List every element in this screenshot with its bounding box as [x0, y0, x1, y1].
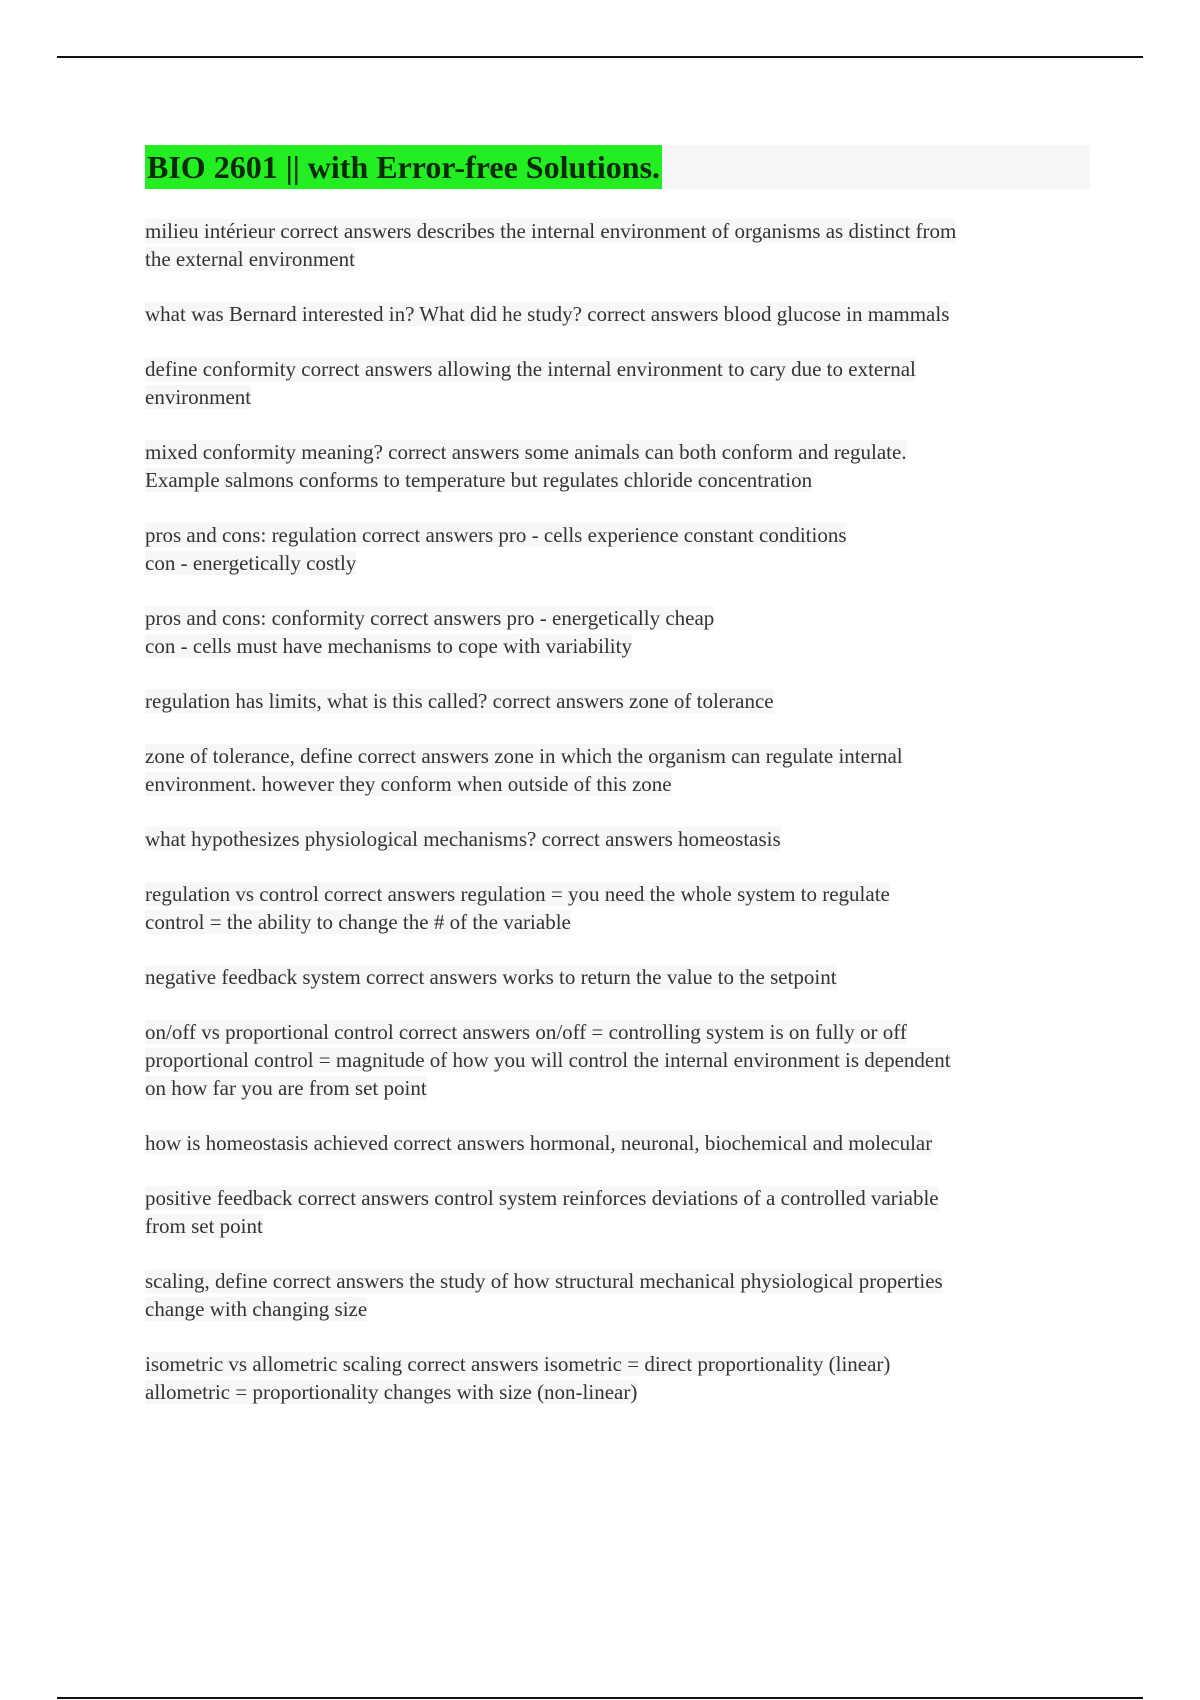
qa-line-wrap	[145, 1350, 1090, 1378]
qa-entry	[145, 300, 1090, 328]
qa-line: milieu intérieur correct answers describes the internal environment of organisms as distinct from	[145, 219, 957, 243]
qa-line: zone of tolerance, define correct answers zone in which the organism can regulate internal	[145, 744, 903, 768]
qa-entry	[145, 963, 1090, 991]
qa-entry	[145, 1129, 1090, 1157]
qa-line: from set point	[145, 1214, 263, 1238]
qa-line-wrap	[145, 880, 1090, 908]
qa-line-wrap	[145, 217, 1090, 245]
qa-line: proportional control = magnitude of how you will control the internal environment is dependent	[145, 1048, 951, 1072]
qa-line-wrap	[145, 604, 1090, 632]
qa-line-wrap	[145, 466, 1090, 494]
qa-entry	[145, 1267, 1090, 1323]
qa-line: mixed conformity meaning? correct answers some animals can both conform and regulate.	[145, 440, 907, 464]
qa-entry	[145, 604, 1090, 660]
qa-line-wrap	[145, 742, 1090, 770]
qa-line-wrap	[145, 1295, 1090, 1323]
qa-line: how is homeostasis achieved correct answers hormonal, neuronal, biochemical and molecular	[145, 1131, 933, 1155]
qa-line-wrap	[145, 1378, 1090, 1406]
qa-line-wrap	[145, 908, 1090, 936]
qa-line-wrap	[145, 1018, 1090, 1046]
qa-entry	[145, 217, 1090, 273]
qa-line: isometric vs allometric scaling correct answers isometric = direct proportionality (linear)	[145, 1352, 891, 1376]
qa-line-wrap	[145, 687, 1090, 715]
document-body	[145, 145, 1090, 1433]
qa-line: on/off vs proportional control correct answers on/off = controlling system is on fully or off	[145, 1020, 907, 1044]
qa-line: what hypothesizes physiological mechanisms? correct answers homeostasis	[145, 827, 781, 851]
qa-line: the external environment	[145, 247, 355, 271]
qa-entry	[145, 1018, 1090, 1102]
top-rule	[57, 56, 1143, 58]
document-title: BIO 2601 || with Error-free Solutions.	[145, 145, 662, 189]
qa-line-wrap	[145, 1184, 1090, 1212]
qa-line-wrap	[145, 1129, 1090, 1157]
qa-entry	[145, 438, 1090, 494]
qa-line: Example salmons conforms to temperature but regulates chloride concentration	[145, 468, 813, 492]
qa-line-wrap	[145, 770, 1090, 798]
qa-line: regulation has limits, what is this called? correct answers zone of tolerance	[145, 689, 774, 713]
qa-line: pros and cons: regulation correct answers pro - cells experience constant conditions	[145, 523, 847, 547]
qa-entry	[145, 1184, 1090, 1240]
qa-line: define conformity correct answers allowing the internal environment to cary due to external	[145, 357, 916, 381]
qa-entry	[145, 825, 1090, 853]
qa-list	[145, 217, 1090, 1406]
qa-line: regulation vs control correct answers regulation = you need the whole system to regulate	[145, 882, 890, 906]
qa-line: change with changing size	[145, 1297, 368, 1321]
qa-line: environment	[145, 385, 252, 409]
title-band	[145, 145, 1090, 189]
qa-entry	[145, 355, 1090, 411]
qa-entry	[145, 742, 1090, 798]
qa-line-wrap	[145, 383, 1090, 411]
qa-line-wrap	[145, 438, 1090, 466]
qa-line-wrap	[145, 549, 1090, 577]
qa-line: con - cells must have mechanisms to cope with variability	[145, 634, 632, 658]
bottom-rule	[57, 1697, 1143, 1699]
qa-entry	[145, 521, 1090, 577]
qa-line-wrap	[145, 1074, 1090, 1102]
qa-entry	[145, 1350, 1090, 1406]
qa-line-wrap	[145, 521, 1090, 549]
qa-line-wrap	[145, 632, 1090, 660]
qa-line: allometric = proportionality changes with size (non-linear)	[145, 1380, 638, 1404]
qa-line: environment. however they conform when outside of this zone	[145, 772, 672, 796]
qa-line-wrap	[145, 963, 1090, 991]
qa-line-wrap	[145, 245, 1090, 273]
qa-line: control = the ability to change the # of the variable	[145, 910, 571, 934]
qa-line: negative feedback system correct answers works to return the value to the setpoint	[145, 965, 837, 989]
qa-line: con - energetically costly	[145, 551, 357, 575]
qa-line: on how far you are from set point	[145, 1076, 427, 1100]
qa-line: what was Bernard interested in? What did he study? correct answers blood glucose in mammals	[145, 302, 950, 326]
qa-line-wrap	[145, 355, 1090, 383]
qa-line-wrap	[145, 825, 1090, 853]
qa-line-wrap	[145, 1046, 1090, 1074]
qa-line-wrap	[145, 300, 1090, 328]
qa-line-wrap	[145, 1267, 1090, 1295]
qa-line: scaling, define correct answers the study of how structural mechanical physiological properties	[145, 1269, 943, 1293]
qa-entry	[145, 687, 1090, 715]
qa-entry	[145, 880, 1090, 936]
qa-line: positive feedback correct answers control system reinforces deviations of a controlled variable	[145, 1186, 939, 1210]
qa-line: pros and cons: conformity correct answers pro - energetically cheap	[145, 606, 715, 630]
qa-line-wrap	[145, 1212, 1090, 1240]
